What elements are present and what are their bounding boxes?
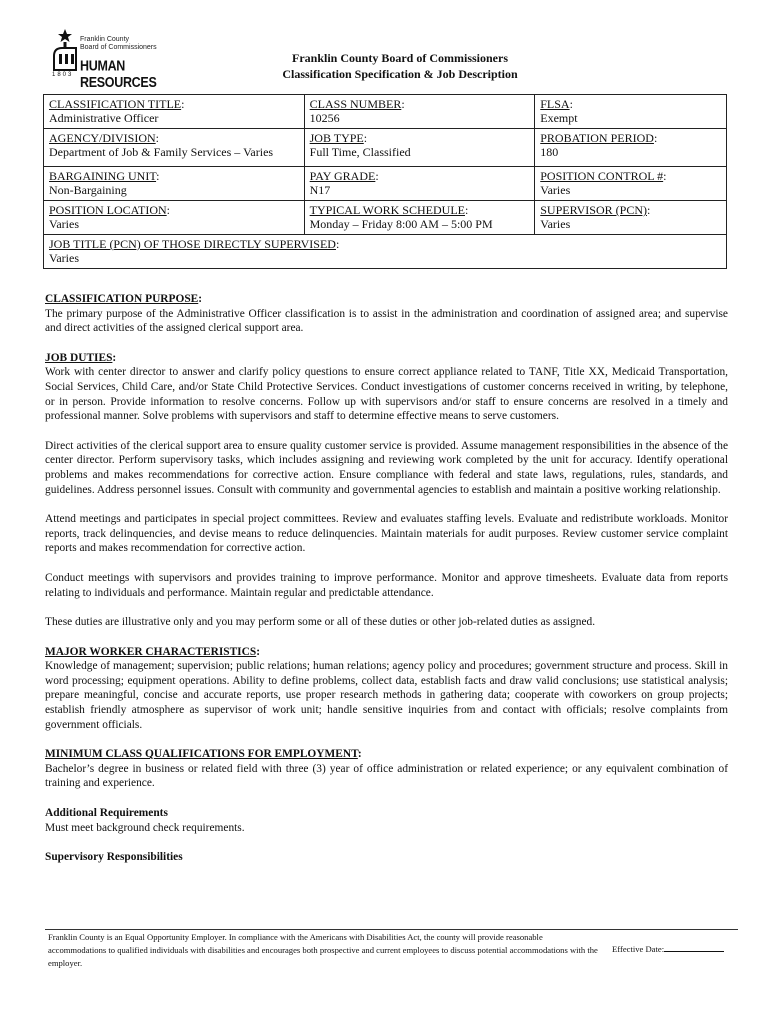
pay-grade-cell: PAY GRADE: N17 [304,167,535,201]
qualifications-text: Bachelor’s degree in business or related field with three (3) year of office administration or related experience; or any equivalent combination of training and experience. [45,762,728,790]
section-heading: Additional Requirements [45,807,168,820]
agency-division-cell: AGENCY/DIVISION: Department of Job & Family Services – Varies [44,129,305,167]
typical-schedule-cell: TYPICAL WORK SCHEDULE: Monday – Friday 8:00 AM – 5:00 PM [304,201,535,235]
logo-year: 1803 [52,72,74,78]
classification-info-table [43,94,727,269]
supervisory-section [45,850,728,865]
field-label: FLSA [540,97,570,111]
duty-paragraph: Conduct meetings with supervisors and provides training to improve performance. Monitor and approve timesheets. Evaluate data from reports relating to individuals and performance. Maintain regular and predictable attendance. [45,571,728,599]
effective-date [612,944,724,954]
table-row [44,129,727,167]
field-value: 180 [540,145,559,159]
document-header [0,50,770,82]
characteristics-text: Knowledge of management; supervision; public relations; human relations; agency policy and procedures; government structure and process. Skill in word processing; equipment operations. Ability to define problems, collect data, establish facts and draw valid conclusions; use statistical analysis; prepare meaningful, concise and accurate reports, use proper research methods in gathering data; cooperate with coworkers on group projects; establish friendly atmosphere as supervisor of work unit; handle sensitive inquiries from and contact with officials; resolve complaints from government officials. [45,660,728,731]
position-location-cell: POSITION LOCATION: Varies [44,201,305,235]
field-value: Monday – Friday 8:00 AM – 5:00 PM [309,217,493,231]
field-value: Exempt [540,111,578,125]
section-heading: CLASSIFICATION PURPOSE [45,293,199,305]
logo-line-2: Board of Commissioners [80,44,157,51]
bargaining-unit-cell: BARGAINING UNIT: Non-Bargaining [44,167,305,201]
field-label: PROBATION PERIOD [540,131,654,145]
section-heading: MAJOR WORKER CHARACTERISTICS [45,645,257,658]
header-org: Franklin County Board of Commissioners [291,51,509,65]
supervised-titles-cell: JOB TITLE (PCN) OF THOSE DIRECTLY SUPERVISED: Varies [44,235,727,269]
effective-date-label: Effective Date: [612,944,665,954]
field-value: Department of Job & Family Services – Varies [49,145,274,159]
effective-date-blank [664,951,724,952]
table-row [44,235,727,269]
section-heading: JOB DUTIES [45,351,113,364]
purpose-text: The primary purpose of the Administrative Officer classification is to assist in the administration and coordination of assigned area; and supervise and direct activities of the assigned clerical support area. [45,307,728,335]
duties-section: JOB DUTIES: Work with center director to answer and clarify policy questions to ensure correct appliance related to TANF, Title XX, Medicaid Transportation, Social Services, Child Care, and/or State Child Protective Services. Conduct investigations of customer concerns received in writing, by telephone, or in person. Provide information to resolve concerns. Follow up with supervisors and/or staff to ensure concerns are resolved in a timely and professional manner. Solve problems with supervisors and staff to determine effective means to serve customers. Direct activities of the clerical support area to ensure quality customer service is provided. Assume management responsibilities in the absence of the center director. Perform supervisory tasks, which includes assigning and reviewing work completed by the unit for accuracy. Identify operational problems and makes recommendations for corrective action. Ensure compliance with federal and state laws, regulations, rules, standards, and guidelines. Address personnel issues. Consult with community and governmental agencies to establish and maintain a positive working relationship. Attend meetings and participates in special project committees. Review and evaluates staffing levels. Evaluate and redistribute workloads. Monitor reports, track delinquencies, and devise means to reduce delinquencies. Maintain materials for audit purposes. Review customer service complaint reports and makes recommendation for corrective action. Conduct meetings with supervisors and provides training to improve performance. Monitor and approve timesheets. Evaluate data from reports relating to individuals and performance. Maintain regular and predictable attendance. These duties are illustrative only and you may perform some or all of these duties or other job-related duties as assigned. [45,351,728,629]
field-label: PAY GRADE [309,169,376,183]
additional-requirements-text: Must meet background check requirements. [45,821,245,834]
field-label: AGENCY/DIVISION [49,131,156,145]
header-subtitle: Classification Specification & Job Description [282,67,518,81]
class-number-cell: CLASS NUMBER: 10256 [304,95,535,129]
job-type-cell: JOB TYPE: Full Time, Classified [304,129,535,167]
flsa-cell: FLSA: Exempt [535,95,727,129]
field-label: BARGAINING UNIT [49,169,157,183]
purpose-section: CLASSIFICATION PURPOSE: The primary purpose of the Administrative Officer classification is to assist in the administration and coordination of assigned area; and supervise and direct activities of the assigned clerical support area. [45,293,728,335]
job-description-body [45,292,728,865]
field-label: POSITION LOCATION [49,203,167,217]
table-row [44,95,727,129]
field-value: 10256 [309,111,340,125]
qualifications-section: MINIMUM CLASS QUALIFICATIONS FOR EMPLOYMENT: Bachelor’s degree in business or related field with three (3) year of office administration or related experience; or any equivalent combination of training and experience. [45,748,728,790]
logo-department: HUMAN RESOURCES [80,58,157,91]
position-control-cell: POSITION CONTROL #: Varies [535,167,727,201]
field-label: TYPICAL WORK SCHEDULE [309,203,465,217]
footer-divider [45,929,738,930]
field-value: Administrative Officer [49,111,159,125]
field-value: Varies [540,183,571,197]
field-label: CLASS NUMBER [309,97,402,111]
table-row [44,201,727,235]
classification-title-cell: CLASSIFICATION TITLE: Administrative Officer [44,95,305,129]
duty-paragraph: Work with center director to answer and clarify policy questions to ensure correct appliance related to TANF, Title XX, Medicaid Transportation, Social Services, Child Care, and/or State Child Protective Services. Conduct investigations of customer concerns received in writing, by telephone, or in person. Provide information to resolve concerns. Follow up with supervisors and/or staff to ensure concerns are resolved in a timely and professional manner. Solve problems with supervisors and staff to determine effective means to serve customers. [45,366,728,423]
field-label: SUPERVISOR (PCN) [540,203,647,217]
field-value: Varies [49,251,79,265]
table-row [44,167,727,201]
duty-paragraph: These duties are illustrative only and you may perform some or all of these duties or other job-related duties as assigned. [45,616,596,629]
field-value: N17 [309,183,331,197]
field-label: CLASSIFICATION TITLE [49,97,182,111]
field-label: POSITION CONTROL # [540,169,664,183]
field-value: Varies [49,217,79,231]
additional-requirements-section [45,806,728,835]
probation-period-cell: PROBATION PERIOD: 180 [535,129,727,167]
characteristics-section: MAJOR WORKER CHARACTERISTICS: Knowledge of management; supervision; public relations; human relations; agency policy and procedures; government structure and process. Skill in word processing; equipment operations. Ability to define problems, collect data, establish facts and draw valid conclusions; use statistical analysis; prepare meaningful, concise and accurate reports, use proper research methods in gathering data; cooperate with coworkers on group projects; establish friendly atmosphere as supervisor of work unit; handle sensitive inquiries from and contact with officials; resolve complaints from government officials. [45,645,728,731]
field-value: Non-Bargaining [49,183,127,197]
supervisor-cell: SUPERVISOR (PCN): Varies [535,201,727,235]
duty-paragraph: Attend meetings and participates in special project committees. Review and evaluates staffing levels. Evaluate and redistribute workloads. Monitor reports, track delinquencies, and devise means to reduce delinquencies. Maintain materials for audit purposes. Review customer service complaint reports and makes recommendation for corrective action. [45,513,728,555]
section-heading: MINIMUM CLASS QUALIFICATIONS FOR EMPLOYMENT [45,748,358,761]
eeo-statement: Franklin County is an Equal Opportunity Employer. In compliance with the Americans with Disabilities Act, the county will provide reasonable accommodations to qualified individuals with disabilities and encourages both prospective and current employees to discuss potential accommodations with the employer. [48,932,598,968]
field-value: Varies [540,217,571,231]
duty-paragraph: Direct activities of the clerical support area to ensure quality customer service is provided. Assume management responsibilities in the absence of the center director. Perform supervisory tasks, which includes assigning and reviewing work completed by the unit for accuracy. Identify operational problems and makes recommendations for corrective action. Ensure compliance with federal and state laws, regulations, rules, standards, and guidelines. Address personnel issues. Consult with community and governmental agencies to establish and maintain a positive working relationship. [45,439,728,496]
section-heading: Supervisory Responsibilities [45,851,183,864]
logo-line-1: Franklin County [80,36,130,43]
field-value: Full Time, Classified [309,145,411,159]
field-label: JOB TITLE (PCN) OF THOSE DIRECTLY SUPERVISED [49,237,336,251]
field-label: JOB TYPE [309,131,364,145]
